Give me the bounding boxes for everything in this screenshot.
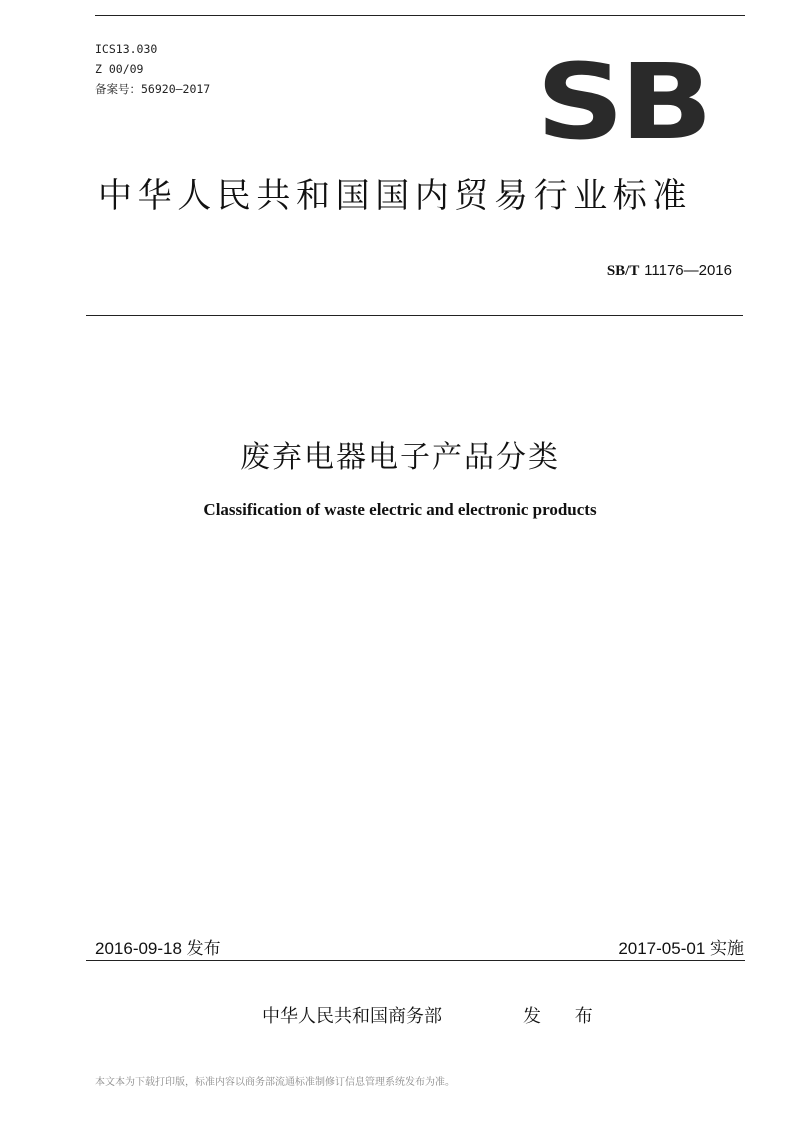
filing-number: 56920—2017 [141, 82, 211, 96]
publish-action: 发 布 [523, 1006, 607, 1027]
sb-logo: SB [536, 41, 709, 163]
footer-note: 本文本为下载打印版，标准内容以商务部流通标准制修订信息管理系统发布为准。 [95, 1077, 455, 1088]
standard-prefix: SB/T [606, 263, 640, 279]
date-divider [86, 960, 745, 961]
classification-code: Z 00/09 [95, 62, 144, 76]
publisher-name: 中华人民共和国商务部 [262, 1006, 442, 1027]
standard-code: 11176—2016 [644, 262, 732, 279]
effective-date: 2017-05-01 实施 [618, 939, 744, 958]
issue-date: 2016-09-18 发布 [95, 939, 221, 958]
standard-number [607, 261, 732, 280]
ics-code: ICS13.030 [95, 42, 158, 56]
top-rule [95, 15, 745, 16]
filing-label: 备案号： [95, 82, 141, 96]
org-title: 中华人民共和国国内贸易行业标准 [98, 176, 692, 216]
header-divider [86, 315, 743, 316]
document-title-chinese: 废弃电器电子产品分类 [240, 440, 560, 475]
filing-record [95, 80, 210, 99]
document-title-english: Classification of waste electric and electronic products [203, 500, 597, 519]
